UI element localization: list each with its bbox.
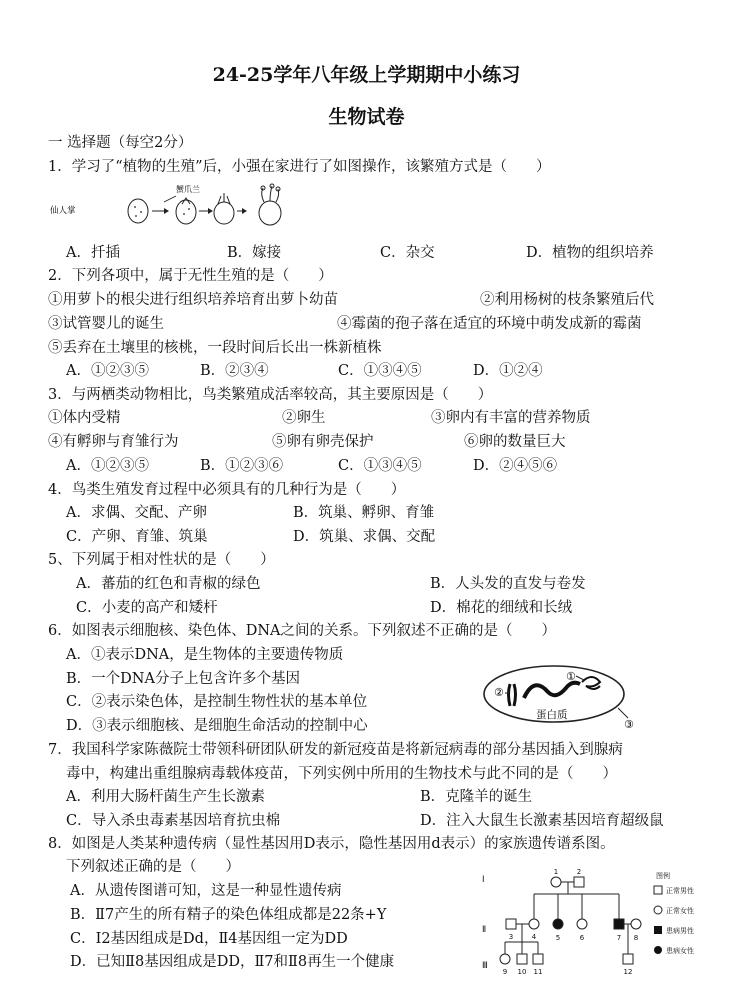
q7-stem-line-1: 7．我国科学家陈薇院士带领科研团队研发的新冠疫苗是将新冠病毒的部分基因插入到腺病 (48, 742, 623, 758)
q8-stem-line-1: 8．如图是人类某种遗传病（显性基因用D表示，隐性基因用d表示）的家族遗传谱系图。 (48, 836, 615, 852)
q6-option-d[interactable]: D．③表示细胞核、是细胞生命活动的控制中心 (66, 718, 368, 734)
q2-stem: 2．下列各项中，属于无性生殖的是（ ） (48, 268, 333, 284)
q3-item-4: ④有孵卵与育雏行为 (48, 434, 179, 450)
q5-option-c[interactable]: C．小麦的高产和矮杆 (76, 600, 218, 616)
q1-option-a[interactable]: A．扦插 (66, 245, 120, 261)
nucleus-label-3: ③ (624, 718, 634, 730)
q3-option-b[interactable]: B．①②③⑥ (200, 458, 284, 474)
q2-item-4: ④霉菌的孢子落在适宜的环境中萌发成新的霉菌 (337, 316, 642, 332)
q3-option-d[interactable]: D．②④⑤⑥ (473, 458, 558, 474)
pedigree-num-10: 10 (517, 968, 527, 976)
q4-option-a[interactable]: A．求偶、交配、产卵 (66, 505, 207, 521)
pedigree-gen-3: Ⅲ (482, 961, 488, 971)
nucleus-label-2: ② (494, 686, 504, 699)
fig-label-cactus: 仙人掌 (50, 206, 76, 216)
q7-option-d[interactable]: D．注入大鼠生长激素基因培育超级鼠 (420, 813, 664, 829)
legend-normal-male: 正常男性 (666, 887, 694, 895)
q3-item-1: ①体内受精 (48, 410, 121, 426)
exam-title: 24-25学年八年级上学期期中小练习 (212, 64, 521, 86)
legend-normal-female: 正常女性 (666, 907, 694, 915)
q2-option-d[interactable]: D．①②④ (473, 363, 543, 379)
q3-item-5: ⑤卵有卵壳保护 (272, 434, 374, 450)
q1-option-c[interactable]: C．杂交 (380, 245, 435, 261)
pedigree-num-11: 11 (533, 968, 543, 976)
q3-item-2: ②卵生 (282, 410, 326, 426)
q6-option-b[interactable]: B．一个DNA分子上包含许多个基因 (66, 671, 300, 687)
grafted-plant-icon (248, 182, 288, 230)
q2-option-b[interactable]: B．②③④ (200, 363, 269, 379)
exam-subtitle: 生物试卷 (328, 106, 405, 128)
q2-option-c[interactable]: C．①③④⑤ (338, 363, 422, 379)
pedigree-num-8: 8 (633, 934, 639, 942)
pedigree-num-5: 5 (555, 934, 561, 942)
q5-stem: 5、下列属于相对性状的是（ ） (48, 552, 275, 568)
q5-option-a[interactable]: A．蕃茄的红色和青椒的绿色 (76, 576, 261, 592)
q4-option-d[interactable]: D．筑巢、求偶、交配 (293, 529, 436, 545)
protein-label: 蛋白质 (536, 709, 568, 721)
q4-stem: 4．鸟类生殖发育过程中必须具有的几种行为是（ ） (48, 482, 406, 498)
q3-option-c[interactable]: C．①③④⑤ (338, 458, 422, 474)
q8-option-d[interactable]: D．已知Ⅱ8基因组成是DD，Ⅱ7和Ⅱ8再生一个健康 (70, 954, 395, 970)
pedigree-num-4: 4 (531, 933, 537, 941)
q5-option-d[interactable]: D．棉花的细绒和长绒 (430, 600, 573, 616)
q8-option-c[interactable]: C．Ⅰ2基因组成是Dd，Ⅱ4基因组一定为DD (70, 931, 348, 947)
q7-option-c[interactable]: C．导入杀虫毒素基因培育抗虫棉 (66, 813, 281, 829)
q5-option-b[interactable]: B．人头发的直发与卷发 (430, 576, 586, 592)
q3-item-3: ③卵内有丰富的营养物质 (431, 410, 591, 426)
pedigree-gen-1: Ⅰ (482, 875, 485, 885)
q2-item-3: ③试管婴儿的诞生 (48, 316, 164, 332)
pedigree-chart (480, 868, 710, 980)
nucleus-label-1: ① (566, 670, 576, 683)
q4-option-c[interactable]: C．产卵、育雏、筑巢 (66, 529, 208, 545)
legend-affected-male: 患病男性 (666, 927, 694, 935)
pedigree-num-12: 12 (623, 968, 633, 976)
pedigree-num-1: 1 (553, 868, 559, 876)
q3-option-a[interactable]: A．①②③⑤ (66, 458, 149, 474)
pedigree-gen-2: Ⅱ (482, 925, 487, 935)
legend-affected-female: 患病女性 (666, 947, 694, 955)
pedigree-num-9: 9 (502, 968, 508, 976)
q7-option-a[interactable]: A．利用大肠杆菌生产生长激素 (66, 789, 265, 805)
q1-option-d[interactable]: D．植物的组织培养 (526, 245, 654, 261)
q8-option-b[interactable]: B．Ⅱ7产生的所有精子的染色体组成都是22条+Y (70, 907, 387, 923)
grafting-figure (48, 182, 248, 230)
nucleus-figure (478, 662, 638, 730)
q7-stem-line-2: 毒中，构建出重组腺病毒载体疫苗，下列实例中所用的生物技术与此不同的是（ ） (66, 766, 617, 782)
q6-option-a[interactable]: A．①表示DNA，是生物体的主要遗传物质 (66, 647, 344, 663)
pedigree-legend-title: 图例 (656, 872, 670, 880)
pedigree-num-6: 6 (579, 934, 585, 942)
q1-option-b[interactable]: B．嫁接 (227, 245, 282, 261)
fig-label-crab-cactus: 蟹爪兰 (176, 185, 200, 194)
q7-option-b[interactable]: B．克隆羊的诞生 (420, 789, 533, 805)
q3-item-6: ⑥卵的数量巨大 (464, 434, 566, 450)
pedigree-num-2: 2 (576, 868, 582, 876)
q2-item-1: ①用萝卜的根尖进行组织培养培育出萝卜幼苗 (48, 292, 338, 308)
q4-option-b[interactable]: B．筑巢、孵卵、育雏 (293, 505, 435, 521)
section-heading: 一 选择题（每空2分） (48, 135, 193, 151)
q2-item-5: ⑤丢弃在土壤里的核桃，一段时间后长出一株新植株 (48, 340, 382, 356)
q1-stem: 1．学习了“植物的生殖”后，小强在家进行了如图操作，该繁殖方式是（ ） (48, 159, 551, 175)
q3-stem: 3．与两栖类动物相比，鸟类繁殖成活率较高，其主要原因是（ ） (48, 387, 493, 403)
pedigree-num-7: 7 (616, 934, 622, 942)
q2-item-2: ②利用杨树的枝条繁殖后代 (480, 292, 654, 308)
q8-stem-line-2: 下列叙述正确的是（ ） (66, 859, 240, 875)
q8-option-a[interactable]: A．从遗传图谱可知，这是一种显性遗传病 (70, 883, 342, 899)
q6-stem: 6．如图表示细胞核、染色体、DNA之间的关系。下列叙述不正确的是（ ） (48, 623, 557, 639)
q2-option-a[interactable]: A．①②③⑤ (66, 363, 149, 379)
q6-option-c[interactable]: C．②表示染色体，是控制生物性状的基本单位 (66, 694, 368, 710)
pedigree-num-3: 3 (508, 933, 514, 941)
